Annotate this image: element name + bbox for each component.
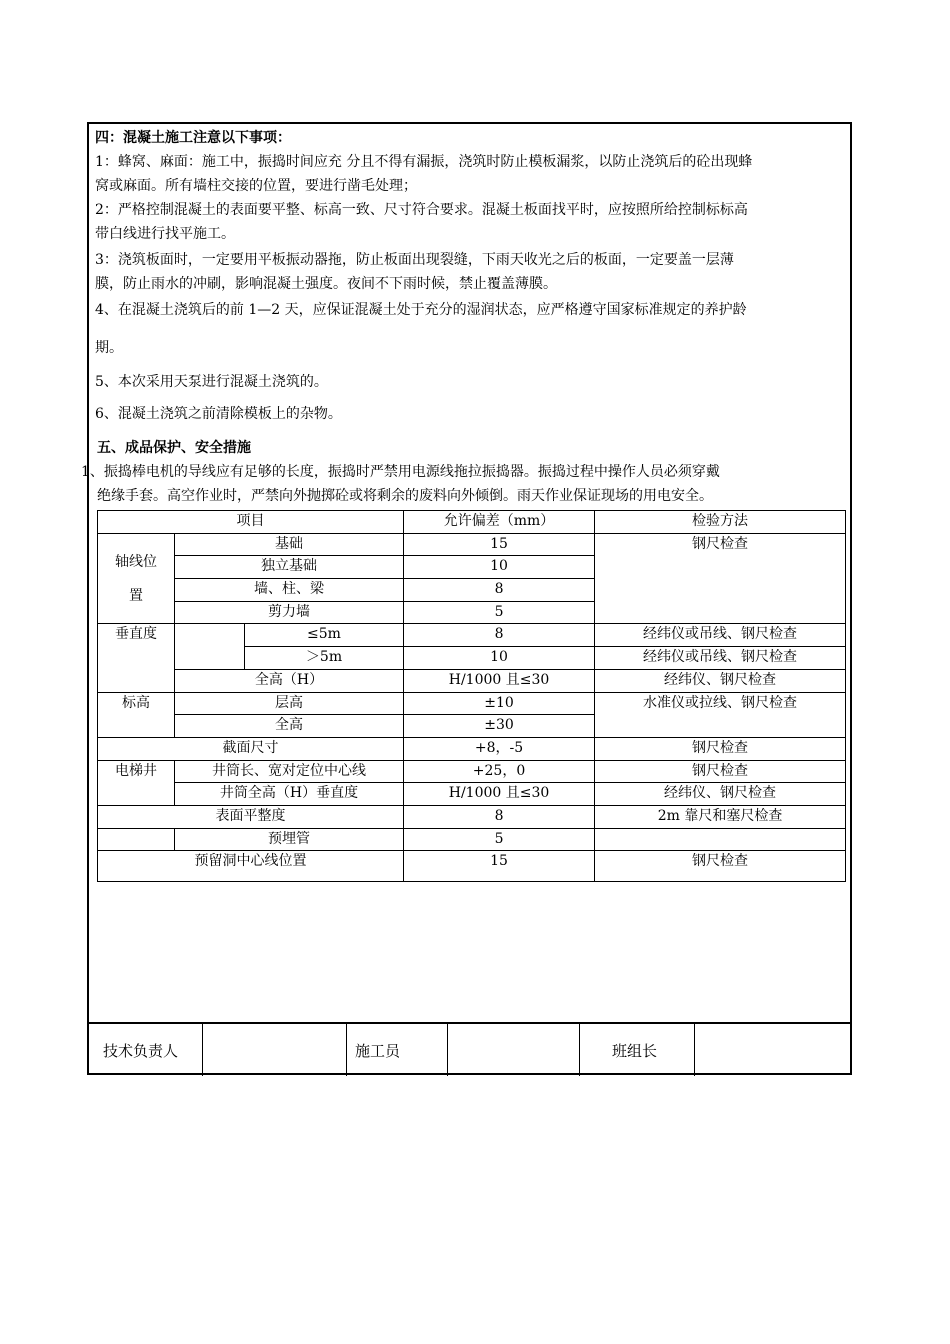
row-method: 钢尺检查	[595, 737, 846, 760]
row-tolerance: +8，-5	[404, 737, 595, 760]
section4-line: 3：浇筑板面时，一定要用平板振动器拖，防止板面出现裂缝，下雨天收光之后的板面，一定要盖一层薄	[95, 252, 734, 268]
row-item: 表面平整度	[98, 805, 404, 828]
row-method: 钢尺检查	[595, 760, 846, 783]
section4-heading: 四：混凝土施工注意以下事项：	[95, 130, 291, 146]
section4-line: 6、混凝土浇筑之前清除模板上的杂物。	[95, 406, 342, 422]
row-item: 截面尺寸	[98, 737, 404, 760]
row-tolerance: 8	[404, 805, 595, 828]
table-row	[98, 783, 846, 806]
table-row	[98, 533, 846, 556]
section5-line: 绝缘手套。高空作业时，严禁向外抛掷砼或将剩余的废料向外倾倒。雨天作业保证现场的用电安全。	[97, 488, 713, 504]
row-tolerance: +25，0	[404, 760, 595, 783]
row-method: 经纬仪或吊线、钢尺检查	[595, 624, 846, 647]
header-item: 项目	[98, 511, 404, 534]
row-tolerance: H/1000 且≤30	[404, 669, 595, 692]
row-tolerance: 10	[404, 556, 595, 579]
team-lead-label: 班组长	[580, 1024, 695, 1076]
worker-label: 施工员	[347, 1024, 448, 1076]
row-tolerance: 8	[404, 579, 595, 602]
row-item: 墙、柱、梁	[175, 579, 404, 602]
row-tolerance: 10	[404, 647, 595, 670]
row-method: 钢尺检查	[595, 851, 846, 882]
row-item: 基础	[175, 533, 404, 556]
table-row	[98, 692, 846, 715]
row-item: 井筒全高（H）垂直度	[175, 783, 404, 806]
embedded-blank-cell	[98, 828, 175, 851]
section5-line: 1、振捣棒电机的导线应有足够的长度，振捣时严禁用电源线拖拉振捣器。振捣过程中操作人员必须穿戴	[81, 464, 720, 480]
row-tolerance: H/1000 且≤30	[404, 783, 595, 806]
row-item: 层高	[175, 692, 404, 715]
header-tolerance: 允许偏差（mm）	[404, 511, 595, 534]
section4-line: 1：蜂窝、麻面：施工中，振捣时间应充 分且不得有漏振，浇筑时防止模板漏浆，以防止浇筑后的砼出现蜂	[95, 154, 753, 170]
signature-row	[89, 1022, 850, 1076]
row-method: 经纬仪、钢尺检查	[595, 783, 846, 806]
table-row	[98, 737, 846, 760]
row-tolerance: 15	[404, 851, 595, 882]
tech-lead-signature-field[interactable]	[203, 1024, 347, 1076]
vert-group-label: 垂直度	[98, 624, 175, 692]
axis-group-label-line2: 置	[129, 587, 143, 604]
row-tolerance: ±30	[404, 715, 595, 738]
row-method: 经纬仪、钢尺检查	[595, 669, 846, 692]
row-tolerance: 5	[404, 601, 595, 624]
axis-group-label-line1: 轴线位	[115, 553, 157, 570]
row-item: ≤5m	[245, 624, 404, 647]
worker-signature-field[interactable]	[448, 1024, 580, 1076]
header-method: 检验方法	[595, 511, 846, 534]
disclosure-form	[81, 122, 852, 1075]
row-tolerance: 8	[404, 624, 595, 647]
row-item: 预留洞中心线位置	[98, 851, 404, 882]
section4-line: 带白线进行找平施工。	[95, 226, 235, 242]
section5-heading: 五、成品保护、安全措施	[97, 440, 251, 456]
row-item: 井筒长、宽对定位中心线	[175, 760, 404, 783]
table-row	[98, 805, 846, 828]
row-tolerance: ±10	[404, 692, 595, 715]
row-item: ＞5m	[245, 647, 404, 670]
vert-blank-cell	[175, 624, 245, 669]
row-tolerance: 15	[404, 533, 595, 556]
section4-line: 5、本次采用天泵进行混凝土浇筑的。	[95, 374, 328, 390]
elevator-group-label: 电梯井	[98, 760, 175, 805]
table-row	[98, 760, 846, 783]
elev-group-label: 标高	[98, 692, 175, 737]
section4-line: 期。	[95, 340, 123, 356]
row-tolerance: 5	[404, 828, 595, 851]
tech-lead-label: 技术负责人	[89, 1024, 203, 1076]
team-lead-signature-field[interactable]	[695, 1024, 850, 1076]
axis-method: 钢尺检查	[595, 533, 846, 624]
section4-line: 膜，防止雨水的冲刷，影响混凝土强度。夜间不下雨时候，禁止覆盖薄膜。	[95, 276, 557, 292]
table-row	[98, 851, 846, 882]
table-row	[98, 624, 846, 647]
elev-method: 水准仪或拉线、钢尺检查	[595, 692, 846, 737]
row-item: 全高	[175, 715, 404, 738]
table-row	[98, 828, 846, 851]
axis-group-label	[98, 533, 175, 624]
section4-line: 4、在混凝土浇筑后的前 1—2 天，应保证混凝土处于充分的湿润状态，应严格遵守国家标准规定的养护龄	[95, 302, 747, 318]
tolerance-table	[97, 510, 846, 882]
table-row	[98, 669, 846, 692]
section4-line: 2：严格控制混凝土的表面要平整、标高一致、尺寸符合要求。混凝土板面找平时，应按照所给控制标标高	[95, 202, 748, 218]
row-method: 2m 靠尺和塞尺检查	[595, 805, 846, 828]
row-item: 全高（H）	[175, 669, 404, 692]
row-item: 独立基础	[175, 556, 404, 579]
table-header-row	[98, 511, 846, 534]
row-item: 预埋管	[175, 828, 404, 851]
row-method	[595, 828, 846, 851]
section4-line: 窝或麻面。所有墙柱交接的位置，要进行凿毛处理；	[95, 178, 417, 194]
row-method: 经纬仪或吊线、钢尺检查	[595, 647, 846, 670]
row-item: 剪力墙	[175, 601, 404, 624]
